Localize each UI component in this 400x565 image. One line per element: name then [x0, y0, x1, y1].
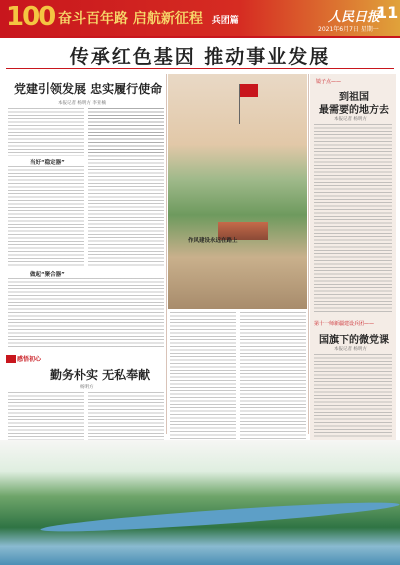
text-column: [8, 108, 84, 156]
text-column: [8, 166, 84, 266]
centenary-number: 100: [6, 2, 55, 32]
text-column: [314, 354, 392, 438]
text-column: [88, 392, 164, 440]
left-article-title: 党建引领发展 忠实履行使命: [14, 82, 163, 96]
column-tag: 感悟初心: [17, 356, 42, 363]
issue-date: 2021年6月7日 星期一: [318, 26, 379, 33]
section-title: [58, 8, 239, 28]
text-column: [88, 108, 164, 266]
column-divider: [308, 74, 309, 434]
sidebar-title-line2: 最需要的地方去: [319, 105, 389, 116]
left-article-byline: 本报记者 杨明方 李亚楠: [58, 101, 106, 106]
newspaper-logo: 人民日报: [328, 10, 381, 25]
headline-rule: [6, 68, 394, 69]
lower-article-title: 勤务朴实 无私奉献: [50, 368, 151, 382]
page-number: 11: [376, 3, 399, 22]
text-column: [8, 278, 164, 348]
sidebar-kicker-2: 第十一师新疆建设兵团——: [314, 321, 375, 327]
red-flag-image: [240, 84, 258, 97]
sidebar-byline: 本报记者 杨明方: [334, 117, 367, 122]
sidebar-kicker: 镜子点——: [316, 79, 342, 85]
left-subhead-2: 做起“聚合器”: [30, 272, 65, 278]
center-subhead: 作风建设永远在路上: [188, 238, 238, 244]
section-title-text: 奋斗百年路 启航新征程: [58, 11, 203, 27]
text-column: [314, 124, 392, 314]
sidebar-title-2: 国旗下的微党课: [319, 335, 389, 346]
photo-collage: [168, 74, 307, 309]
column-divider: [166, 74, 167, 434]
text-column: [170, 312, 236, 440]
sidebar-byline-2: 本报记者 杨明方: [334, 347, 367, 352]
text-column: [8, 392, 84, 440]
left-subhead-1: 当好“稳定器”: [30, 160, 65, 166]
page-headline: 传承红色基因 推动事业发展: [69, 46, 331, 68]
lower-article-byline: 杨明方: [80, 385, 94, 390]
text-column: [240, 312, 306, 440]
sidebar-title-line1: 到祖国: [339, 92, 369, 103]
banner-rule: [0, 36, 400, 38]
column-tag-marker: [6, 355, 16, 363]
section-subtitle: 兵团篇: [211, 16, 239, 26]
